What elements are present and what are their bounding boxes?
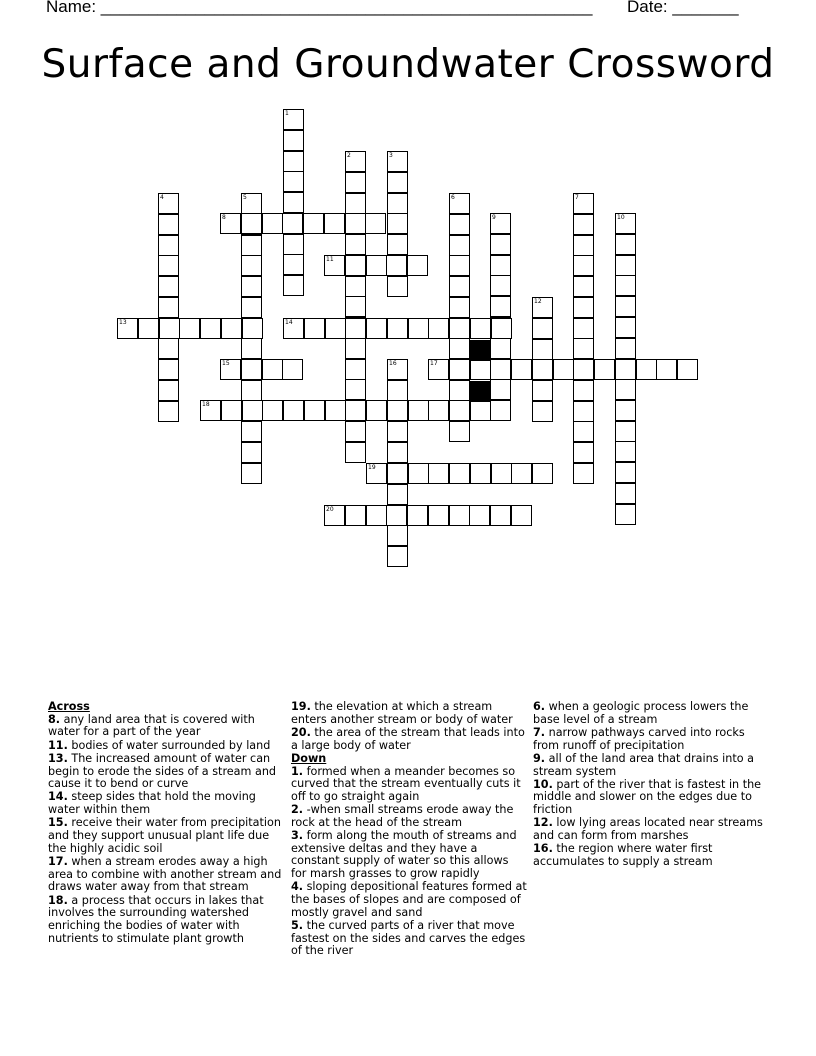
grid-cell[interactable] <box>449 235 470 256</box>
clue-down-6: 6. when a geologic process lowers the base level of a stream <box>533 700 749 726</box>
grid-cell[interactable] <box>387 484 408 505</box>
grid-cell[interactable] <box>117 318 138 339</box>
grid-cell[interactable] <box>615 462 636 483</box>
clue-down-2: 2. -when small streams erode away the rock at the head of the stream <box>291 803 514 829</box>
clue-across-8: 8. any land area that is covered with water for a part of the year <box>48 712 255 739</box>
clue-column-2 <box>291 701 527 959</box>
grid-cell[interactable] <box>241 255 262 276</box>
grid-cell[interactable] <box>324 255 345 276</box>
grid-cell[interactable] <box>345 213 366 234</box>
grid-cell[interactable] <box>283 151 304 172</box>
grid-cell[interactable] <box>345 505 366 526</box>
clue-down-5: 5. the curved parts of a river that move fastest on the sides and carves the edges of the river <box>291 918 526 958</box>
grid-cell[interactable] <box>387 318 408 339</box>
grid-cell[interactable] <box>615 379 636 400</box>
grid-cell[interactable] <box>428 463 449 484</box>
grid-cell[interactable] <box>158 193 179 214</box>
grid-cell[interactable] <box>615 400 636 421</box>
grid-cell[interactable] <box>449 421 470 442</box>
grid-cell[interactable] <box>491 318 512 339</box>
grid-cell[interactable] <box>511 463 532 484</box>
grid-cell[interactable] <box>490 234 511 255</box>
grid-cell[interactable] <box>490 213 511 234</box>
black-cell <box>470 340 491 361</box>
grid-cell[interactable] <box>241 276 262 297</box>
grid-cell[interactable] <box>449 276 470 297</box>
grid-cell[interactable] <box>241 297 262 318</box>
grid-cell[interactable] <box>615 441 636 462</box>
grid-cell[interactable] <box>470 359 491 380</box>
grid-cell[interactable] <box>615 359 636 380</box>
grid-cell[interactable] <box>386 255 407 276</box>
clue-across-18: 18. a process that occurs in lakes that involves the surrounding watershed enriching the bodies of water with nutrients to stimulate plant growth <box>48 893 264 945</box>
grid-cell[interactable] <box>325 400 346 421</box>
grid-cell[interactable] <box>159 318 180 339</box>
grid-cell[interactable] <box>470 318 491 339</box>
grid-cell[interactable] <box>490 505 511 526</box>
clue-number: 3 <box>389 152 393 159</box>
grid-cell[interactable] <box>366 255 387 276</box>
grid-cell[interactable] <box>573 318 594 339</box>
grid-cell[interactable] <box>283 400 304 421</box>
clue-number: 9 <box>492 214 496 221</box>
grid-cell[interactable] <box>573 442 594 463</box>
clue-number: 15 <box>222 360 230 367</box>
grid-cell[interactable] <box>615 296 636 317</box>
grid-cell[interactable] <box>345 296 366 317</box>
grid-cell[interactable] <box>304 318 325 339</box>
grid-cell[interactable] <box>449 214 470 235</box>
grid-cell[interactable] <box>158 235 179 256</box>
clue-number: 6 <box>451 194 455 201</box>
grid-cell[interactable] <box>615 275 636 296</box>
grid-cell[interactable] <box>490 275 511 296</box>
grid-cell[interactable] <box>241 213 262 234</box>
grid-cell[interactable] <box>158 380 179 401</box>
clue-number: 1 <box>285 110 289 117</box>
grid-cell[interactable] <box>656 359 677 380</box>
grid-cell[interactable] <box>573 214 594 235</box>
grid-cell[interactable] <box>408 463 429 484</box>
grid-cell[interactable] <box>615 317 636 338</box>
grid-cell[interactable] <box>573 276 594 297</box>
grid-cell[interactable] <box>241 442 262 463</box>
grid-cell[interactable] <box>241 235 262 256</box>
clue-number: 18 <box>202 401 210 408</box>
grid-cell[interactable] <box>387 151 408 172</box>
grid-cell[interactable] <box>573 380 594 401</box>
grid-cell[interactable] <box>449 255 470 276</box>
grid-cell[interactable] <box>449 359 470 380</box>
grid-cell[interactable] <box>283 254 304 275</box>
grid-cell[interactable] <box>428 318 449 339</box>
grid-cell[interactable] <box>615 504 636 525</box>
grid-cell[interactable] <box>532 401 553 422</box>
clue-number: 2 <box>347 152 351 159</box>
clue-across-11: 11. bodies of water surrounded by land <box>48 738 271 752</box>
grid-cell[interactable] <box>158 338 179 359</box>
grid-cell[interactable] <box>511 505 532 526</box>
grid-cell[interactable] <box>345 193 366 214</box>
grid-cell[interactable] <box>449 193 470 214</box>
grid-cell[interactable] <box>345 234 366 255</box>
clue-number: 7 <box>575 194 579 201</box>
grid-cell[interactable] <box>158 276 179 297</box>
grid-cell[interactable] <box>158 255 179 276</box>
grid-cell[interactable] <box>387 463 408 484</box>
page-title: Surface and Groundwater Crossword <box>41 42 775 87</box>
clue-down-12: 12. low lying areas located near streams and can form from marshes <box>533 816 763 843</box>
clue-across-15: 15. receive their water from precipitation and they support unusual plant life due the highly acidic soil <box>48 816 281 855</box>
clue-down-4: 4. sloping depositional features formed at the bases of slopes and are composed of mostly gravel and sand <box>291 880 527 919</box>
clue-across-20: 20. the area of the stream that leads into a large body of water <box>291 725 525 752</box>
grid-cell[interactable] <box>615 483 636 504</box>
grid-cell[interactable] <box>615 255 636 276</box>
name-field[interactable]: Name: ____________________________________________________ <box>46 0 593 16</box>
grid-cell[interactable] <box>241 463 262 484</box>
grid-cell[interactable] <box>449 297 470 318</box>
grid-cell[interactable] <box>532 380 553 401</box>
down-heading: Down <box>291 751 327 765</box>
grid-cell[interactable] <box>366 318 387 339</box>
grid-cell[interactable] <box>366 505 387 526</box>
grid-cell[interactable] <box>262 213 283 234</box>
grid-cell[interactable] <box>387 359 408 380</box>
grid-cell[interactable] <box>449 338 470 359</box>
clue-number: 14 <box>285 319 293 326</box>
grid-cell[interactable] <box>324 505 345 526</box>
grid-cell[interactable] <box>220 359 241 380</box>
grid-cell[interactable] <box>387 400 408 421</box>
grid-cell[interactable] <box>241 421 262 442</box>
grid-cell[interactable] <box>366 463 387 484</box>
grid-cell[interactable] <box>158 359 179 380</box>
grid-cell[interactable] <box>449 400 470 421</box>
clue-number: 11 <box>326 256 334 263</box>
grid-cell[interactable] <box>241 359 262 380</box>
clue-down-9: 9. all of the land area that drains into a stream system <box>533 751 754 778</box>
grid-cell[interactable] <box>532 463 553 484</box>
clue-across-19: 19. the elevation at which a stream enters another stream or body of water <box>291 700 513 726</box>
grid-cell[interactable] <box>345 276 366 297</box>
grid-cell[interactable] <box>407 255 428 276</box>
date-field[interactable]: Date: _______ <box>627 0 739 16</box>
grid-cell[interactable] <box>532 318 553 339</box>
grid-cell[interactable] <box>345 379 366 400</box>
grid-cell[interactable] <box>158 401 179 422</box>
black-cell <box>470 381 491 402</box>
grid-cell[interactable] <box>345 318 366 339</box>
grid-cell[interactable] <box>573 421 594 442</box>
grid-cell[interactable] <box>573 359 594 380</box>
grid-cell[interactable] <box>283 275 304 296</box>
grid-cell[interactable] <box>366 400 387 421</box>
grid-cell[interactable] <box>283 318 304 339</box>
grid-cell[interactable] <box>345 400 366 421</box>
grid-cell[interactable] <box>283 171 304 192</box>
grid-cell[interactable] <box>573 463 594 484</box>
clue-number: 12 <box>534 298 542 305</box>
grid-cell[interactable] <box>303 213 324 234</box>
grid-cell[interactable] <box>221 400 242 421</box>
grid-cell[interactable] <box>470 463 491 484</box>
clue-down-3: 3. form along the mouth of streams and extensive deltas and they have a constant supply of water so this allows for marsh grasses to grow rapidly <box>291 829 517 881</box>
grid-cell[interactable] <box>573 338 594 359</box>
grid-cell[interactable] <box>532 359 553 380</box>
grid-cell[interactable] <box>283 192 304 213</box>
grid-cell[interactable] <box>573 401 594 422</box>
clue-number: 20 <box>326 506 334 513</box>
grid-cell[interactable] <box>220 213 241 234</box>
grid-cell[interactable] <box>615 234 636 255</box>
grid-cell[interactable] <box>428 505 449 526</box>
clue-number: 13 <box>119 319 127 326</box>
grid-cell[interactable] <box>179 318 200 339</box>
clue-number: 5 <box>243 194 247 201</box>
grid-cell[interactable] <box>345 338 366 359</box>
grid-cell[interactable] <box>345 442 366 463</box>
grid-cell[interactable] <box>282 359 303 380</box>
grid-cell[interactable] <box>428 359 449 380</box>
grid-cell[interactable] <box>636 359 657 380</box>
clue-across-17: 17. when a stream erodes away a high area to combine with another stream and draws water away from that stream <box>48 854 282 894</box>
grid-cell[interactable] <box>241 193 262 214</box>
grid-cell[interactable] <box>365 213 386 234</box>
grid-cell[interactable] <box>262 359 283 380</box>
grid-cell[interactable] <box>490 379 511 400</box>
clue-down-16: 16. the region where water first accumulates to supply a stream <box>533 842 713 868</box>
grid-cell[interactable] <box>387 525 408 546</box>
across-heading: Across <box>48 700 90 713</box>
grid-cell[interactable] <box>242 400 263 421</box>
grid-cell[interactable] <box>615 421 636 442</box>
grid-cell[interactable] <box>449 318 470 339</box>
grid-cell[interactable] <box>490 400 511 421</box>
grid-cell[interactable] <box>490 338 511 359</box>
clue-number: 8 <box>222 214 226 221</box>
grid-cell[interactable] <box>387 421 408 442</box>
grid-cell[interactable] <box>158 214 179 235</box>
grid-cell[interactable] <box>594 359 615 380</box>
clue-column-1 <box>48 701 284 946</box>
clue-column-3 <box>533 701 769 869</box>
grid-cell[interactable] <box>324 213 345 234</box>
grid-cell[interactable] <box>491 463 512 484</box>
grid-cell[interactable] <box>158 297 179 318</box>
grid-cell[interactable] <box>387 213 408 234</box>
clue-down-1: 1. formed when a meander becomes so curved that the stream eventually cuts it off to go straight again <box>291 764 521 803</box>
grid-cell[interactable] <box>241 380 262 401</box>
grid-cell[interactable] <box>283 109 304 130</box>
grid-cell[interactable] <box>573 235 594 256</box>
grid-cell[interactable] <box>511 359 532 380</box>
clue-down-10: 10. part of the river that is fastest in the middle and slower on the edges due to friction <box>533 777 762 817</box>
grid-cell[interactable] <box>449 505 470 526</box>
grid-cell[interactable] <box>138 318 159 339</box>
grid-cell[interactable] <box>304 400 325 421</box>
grid-cell[interactable] <box>387 172 408 193</box>
clue-down-7: 7. narrow pathways carved into rocks from runoff of precipitation <box>533 725 745 752</box>
grid-cell[interactable] <box>469 505 490 526</box>
grid-cell[interactable] <box>387 442 408 463</box>
grid-cell[interactable] <box>387 276 408 297</box>
grid-cell[interactable] <box>262 400 283 421</box>
clue-number: 17 <box>430 360 438 367</box>
grid-cell[interactable] <box>345 421 366 442</box>
grid-cell[interactable] <box>200 318 221 339</box>
grid-cell[interactable] <box>241 338 262 359</box>
grid-cell[interactable] <box>532 297 553 318</box>
grid-cell[interactable] <box>573 297 594 318</box>
grid-cell[interactable] <box>490 296 511 317</box>
grid-cell[interactable] <box>553 359 574 380</box>
grid-cell[interactable] <box>490 255 511 276</box>
grid-cell[interactable] <box>386 505 407 526</box>
clue-number: 19 <box>368 464 376 471</box>
grid-cell[interactable] <box>573 193 594 214</box>
grid-cell[interactable] <box>615 213 636 234</box>
clue-number: 10 <box>617 214 625 221</box>
clue-number: 16 <box>389 360 397 367</box>
grid-cell[interactable] <box>387 193 408 214</box>
grid-cell[interactable] <box>408 400 429 421</box>
grid-cell[interactable] <box>573 255 594 276</box>
clue-number: 4 <box>160 194 164 201</box>
grid-cell[interactable] <box>408 318 429 339</box>
grid-cell[interactable] <box>345 151 366 172</box>
grid-cell[interactable] <box>449 463 470 484</box>
grid-cell[interactable] <box>490 359 511 380</box>
grid-cell[interactable] <box>677 359 698 380</box>
grid-cell[interactable] <box>283 130 304 151</box>
grid-cell[interactable] <box>428 400 449 421</box>
grid-cell[interactable] <box>387 234 408 255</box>
grid-cell[interactable] <box>407 505 428 526</box>
grid-cell[interactable] <box>221 318 242 339</box>
grid-cell[interactable] <box>387 546 408 567</box>
clue-across-14: 14. steep sides that hold the moving water within them <box>48 790 256 817</box>
grid-cell[interactable] <box>200 400 221 421</box>
grid-cell[interactable] <box>325 318 346 339</box>
grid-cell[interactable] <box>345 172 366 193</box>
clue-across-13: 13. The increased amount of water can begin to erode the sides of a stream and cause it to bend or curve <box>48 751 277 791</box>
grid-cell[interactable] <box>532 339 553 360</box>
grid-cell[interactable] <box>470 400 491 421</box>
grid-cell[interactable] <box>282 213 303 234</box>
grid-cell[interactable] <box>242 318 263 339</box>
grid-cell[interactable] <box>615 338 636 359</box>
grid-cell[interactable] <box>283 234 304 255</box>
grid-cell[interactable] <box>345 359 366 380</box>
grid-cell[interactable] <box>345 255 366 276</box>
grid-cell[interactable] <box>449 380 470 401</box>
grid-cell[interactable] <box>387 380 408 401</box>
